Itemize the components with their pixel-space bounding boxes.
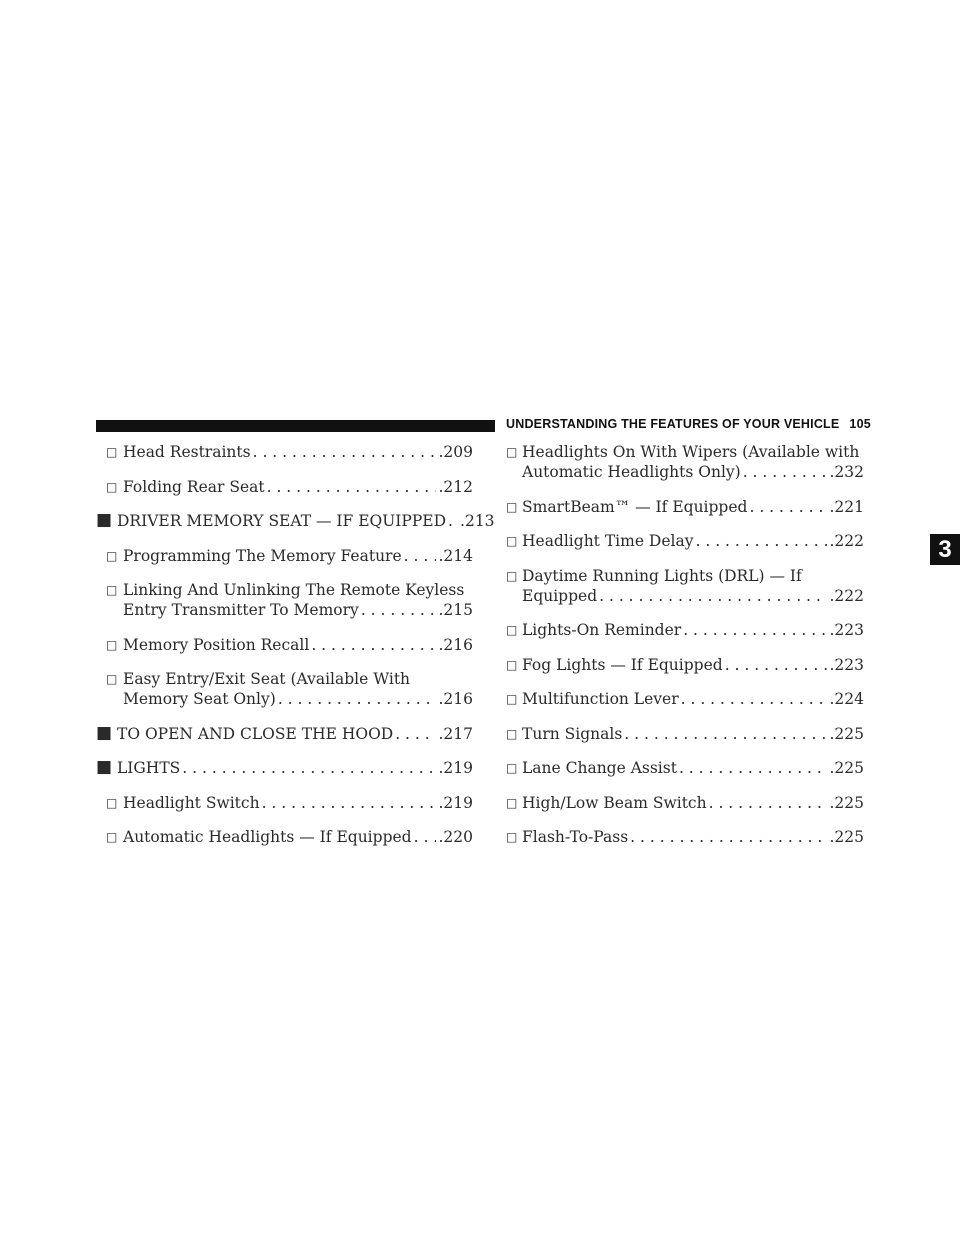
hollow-square-bullet-icon: □ [506,795,518,810]
header-title: UNDERSTANDING THE FEATURES OF YOUR VEHICLE [506,417,840,431]
filled-square-bullet-icon: ■ [96,722,113,743]
toc-entry-title: High/Low Beam Switch [522,793,707,812]
dot-leader [267,477,437,497]
toc-entry-page: .225 [829,793,864,812]
toc-entry-title: Flash-To-Pass [522,828,629,846]
toc-entry-page: .219 [438,793,473,812]
toc-subentry[interactable] [500,531,864,551]
toc-entry-page: .223 [829,655,864,674]
filled-square-bullet-icon: ■ [96,757,113,777]
dot-leader [395,724,436,744]
toc-subentry[interactable] [96,546,473,566]
toc-entry-title: Multifunction Lever [522,690,679,708]
toc-subentry[interactable] [96,827,473,847]
toc-entry-title: Lights-On Reminder [522,621,682,639]
hollow-square-bullet-icon: □ [506,568,518,583]
toc-entry-page: .225 [829,828,864,846]
toc-entry-page: .214 [438,546,473,565]
hollow-square-bullet-icon: □ [506,623,518,637]
toc-entry-title: Entry Transmitter To Memory [123,601,359,619]
hollow-square-bullet-icon: □ [106,548,118,563]
toc-entry-title: Folding Rear Seat [123,477,265,496]
hollow-square-bullet-icon: □ [506,534,518,548]
dot-leader [725,655,828,675]
hollow-square-bullet-icon: □ [106,583,118,597]
toc-subentry[interactable] [96,793,473,813]
hollow-square-bullet-icon: □ [106,479,118,494]
hollow-square-bullet-icon: □ [506,499,518,514]
toc-subentry[interactable] [500,620,864,640]
dot-leader [749,497,827,517]
toc-entry-page: .216 [438,635,473,654]
toc-entry-page: .224 [829,690,864,708]
toc-entry-title-line: Easy Entry/Exit Seat (Available With [123,670,411,688]
toc-entry-page: .219 [438,759,473,777]
dot-leader [599,586,827,606]
hollow-square-bullet-icon: □ [506,726,518,741]
toc-subentry[interactable] [96,477,473,497]
toc-subentry[interactable] [500,442,864,482]
dot-leader [414,827,437,847]
toc-entry-page: .215 [438,601,473,619]
filled-square-bullet-icon: ■ [96,510,113,530]
hollow-square-bullet-icon: □ [106,795,118,810]
toc-entry-page: .232 [829,463,864,481]
dot-leader [630,827,827,847]
chapter-tab: 3 [930,534,960,565]
hollow-square-bullet-icon: □ [506,830,518,844]
toc-entry-title: Memory Seat Only) [123,690,276,708]
dot-leader [448,511,458,531]
hollow-square-bullet-icon: □ [506,445,518,459]
toc-subentry[interactable] [96,669,473,709]
toc-entry-page: .216 [438,690,473,708]
hollow-square-bullet-icon: □ [106,637,118,652]
toc-entry-page: .217 [438,724,473,743]
dot-leader [743,462,828,482]
toc-entry-title: LIGHTS [117,759,181,777]
toc-subentry[interactable] [500,655,864,675]
toc-entry-page: .223 [829,621,864,639]
toc-section-entry[interactable] [96,510,495,531]
dot-leader [695,531,827,551]
running-header [506,417,871,431]
toc-entry-page: .225 [829,759,864,777]
toc-entry-title: SmartBeam™ — If Equipped [522,497,748,516]
hollow-square-bullet-icon: □ [506,761,518,775]
toc-entry-title: Turn Signals [522,724,623,743]
toc-subentry[interactable] [500,689,864,709]
toc-entry-page: .212 [438,477,473,496]
toc-entry-title: Memory Position Recall [123,635,310,654]
hollow-square-bullet-icon: □ [106,830,118,844]
dot-leader [361,600,437,620]
dot-leader [709,793,828,813]
dot-leader [681,689,828,709]
hollow-square-bullet-icon: □ [106,672,118,686]
toc-subentry[interactable] [96,635,473,655]
toc-entry-title: Headlight Time Delay [522,532,694,550]
dot-leader [624,724,827,744]
toc-entry-title: Automatic Headlights — If Equipped [123,828,412,846]
toc-subentry[interactable] [500,827,864,847]
hollow-square-bullet-icon: □ [506,692,518,706]
dot-leader [253,442,437,462]
toc-right-column [500,442,864,862]
toc-entry-title-line: Headlights On With Wipers (Available with [522,443,860,461]
dot-leader [278,689,437,709]
toc-entry-page: .221 [829,497,864,516]
toc-entry-title: Equipped [522,586,598,605]
toc-entry-page: .222 [829,532,864,550]
toc-subentry[interactable] [500,758,864,778]
toc-entry-page: .225 [829,724,864,743]
toc-subentry[interactable] [500,793,864,813]
dot-leader [679,758,828,778]
toc-entry-title: DRIVER MEMORY SEAT — IF EQUIPPED [117,512,447,530]
dot-leader [311,635,436,655]
toc-entry-title: Headlight Switch [123,793,260,812]
toc-subentry[interactable] [96,442,473,462]
dot-leader [182,758,436,778]
toc-entry-title: Automatic Headlights Only) [522,463,741,481]
toc-subentry[interactable] [500,724,864,744]
page-number: 105 [849,417,871,431]
toc-left-column [96,442,495,862]
dot-leader [262,793,437,813]
toc-entry-title: Programming The Memory Feature [123,546,402,565]
hollow-square-bullet-icon: □ [506,657,518,672]
toc-entry-page: .213 [460,512,495,530]
toc-entry-page: .220 [438,828,473,846]
toc-section-entry[interactable] [96,758,473,778]
hollow-square-bullet-icon: □ [106,445,118,459]
toc-entry-title: TO OPEN AND CLOSE THE HOOD [117,724,394,743]
toc-entry-page: .222 [829,586,864,605]
toc-entry-title-line: Daytime Running Lights (DRL) — If [522,566,802,585]
toc-entry-title: Fog Lights — If Equipped [522,655,723,674]
toc-section-entry[interactable] [96,724,473,744]
toc-entry-title: Head Restraints [123,443,251,461]
dot-leader [404,546,437,566]
dot-leader [683,620,827,640]
toc-entry-page: .209 [438,443,473,461]
header-rule [96,420,495,432]
toc-subentry[interactable] [96,580,473,620]
toc-subentry[interactable] [500,497,864,517]
toc-subentry[interactable] [500,566,864,606]
toc-entry-title-line: Linking And Unlinking The Remote Keyless [123,581,465,599]
toc-entry-title: Lane Change Assist [522,759,677,777]
